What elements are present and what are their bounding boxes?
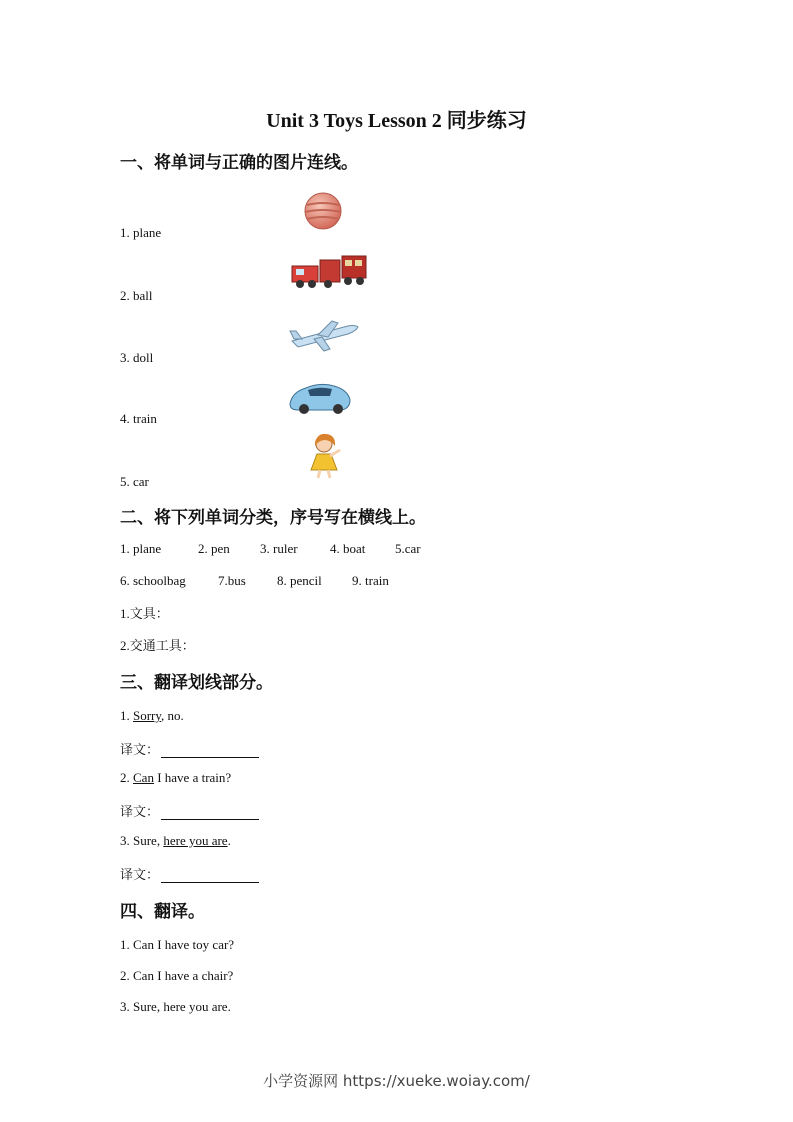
- question-prefix: 1.: [120, 708, 133, 723]
- page-title: Unit 3 Toys Lesson 2 同步练习: [266, 110, 527, 132]
- category-stationery: 1.文具：: [120, 606, 169, 621]
- plane-picture: [288, 317, 362, 353]
- question-3: [120, 833, 231, 849]
- section1-word-5: 5. car: [120, 474, 149, 489]
- word-item: 7.bus: [218, 573, 246, 588]
- answer-line-2: [120, 801, 259, 820]
- car-picture: [286, 378, 354, 416]
- word-item: 8. pencil: [277, 573, 322, 588]
- ball-picture: [302, 190, 344, 232]
- word-item: 9. train: [352, 573, 389, 588]
- section4-heading: 四、翻译。: [120, 902, 205, 922]
- question-suffix: , no.: [161, 708, 184, 723]
- category-transport: 2.交通工具：: [120, 638, 195, 653]
- word-item: 5.car: [395, 541, 421, 556]
- word-item: 2. pen: [198, 541, 230, 556]
- section1-word-3: 3. doll: [120, 350, 154, 365]
- question-prefix: 2.: [120, 770, 133, 785]
- train-picture: [290, 250, 370, 292]
- question-1: [120, 708, 184, 724]
- footer-watermark: 小学资源网 https://xueke.woiay.com/: [263, 1072, 530, 1090]
- answer-label: 译文：: [120, 742, 160, 757]
- question-2: [120, 770, 231, 786]
- underlined-phrase: Sorry: [133, 708, 162, 723]
- word-item: 1. plane: [120, 541, 162, 556]
- section1-heading: 一、将单词与正确的图片连线。: [120, 153, 358, 173]
- answer-blank[interactable]: [161, 806, 259, 820]
- translate-item-3: 3. Sure, here you are.: [120, 999, 231, 1014]
- answer-label: 译文：: [120, 867, 160, 882]
- section2-row2: [0, 573, 793, 591]
- underlined-phrase: here you are: [163, 833, 228, 848]
- translate-item-1: 1. Can I have toy car?: [120, 937, 235, 952]
- answer-line-3: [120, 864, 259, 883]
- section3-heading: 三、翻译划线部分。: [120, 673, 273, 693]
- translate-item-2: 2. Can I have a chair?: [120, 968, 234, 983]
- question-suffix: I have a train?: [153, 770, 232, 785]
- section2-row1: [0, 541, 793, 559]
- underlined-phrase: Can: [133, 770, 154, 785]
- section1-word-2: 2. ball: [120, 288, 153, 303]
- section2-heading: 二、将下列单词分类，序号写在横线上。: [120, 508, 426, 528]
- answer-line-1: [120, 739, 259, 758]
- question-suffix: .: [227, 833, 231, 848]
- section1-word-1: 1. plane: [120, 225, 162, 240]
- doll-picture: [306, 432, 344, 480]
- word-item: 4. boat: [330, 541, 366, 556]
- word-item: 3. ruler: [260, 541, 298, 556]
- section1-word-4: 4. train: [120, 411, 157, 426]
- word-item: 6. schoolbag: [120, 573, 186, 588]
- answer-blank[interactable]: [161, 869, 259, 883]
- question-prefix: 3. Sure,: [120, 833, 164, 848]
- answer-label: 译文：: [120, 804, 160, 819]
- answer-blank[interactable]: [161, 744, 259, 758]
